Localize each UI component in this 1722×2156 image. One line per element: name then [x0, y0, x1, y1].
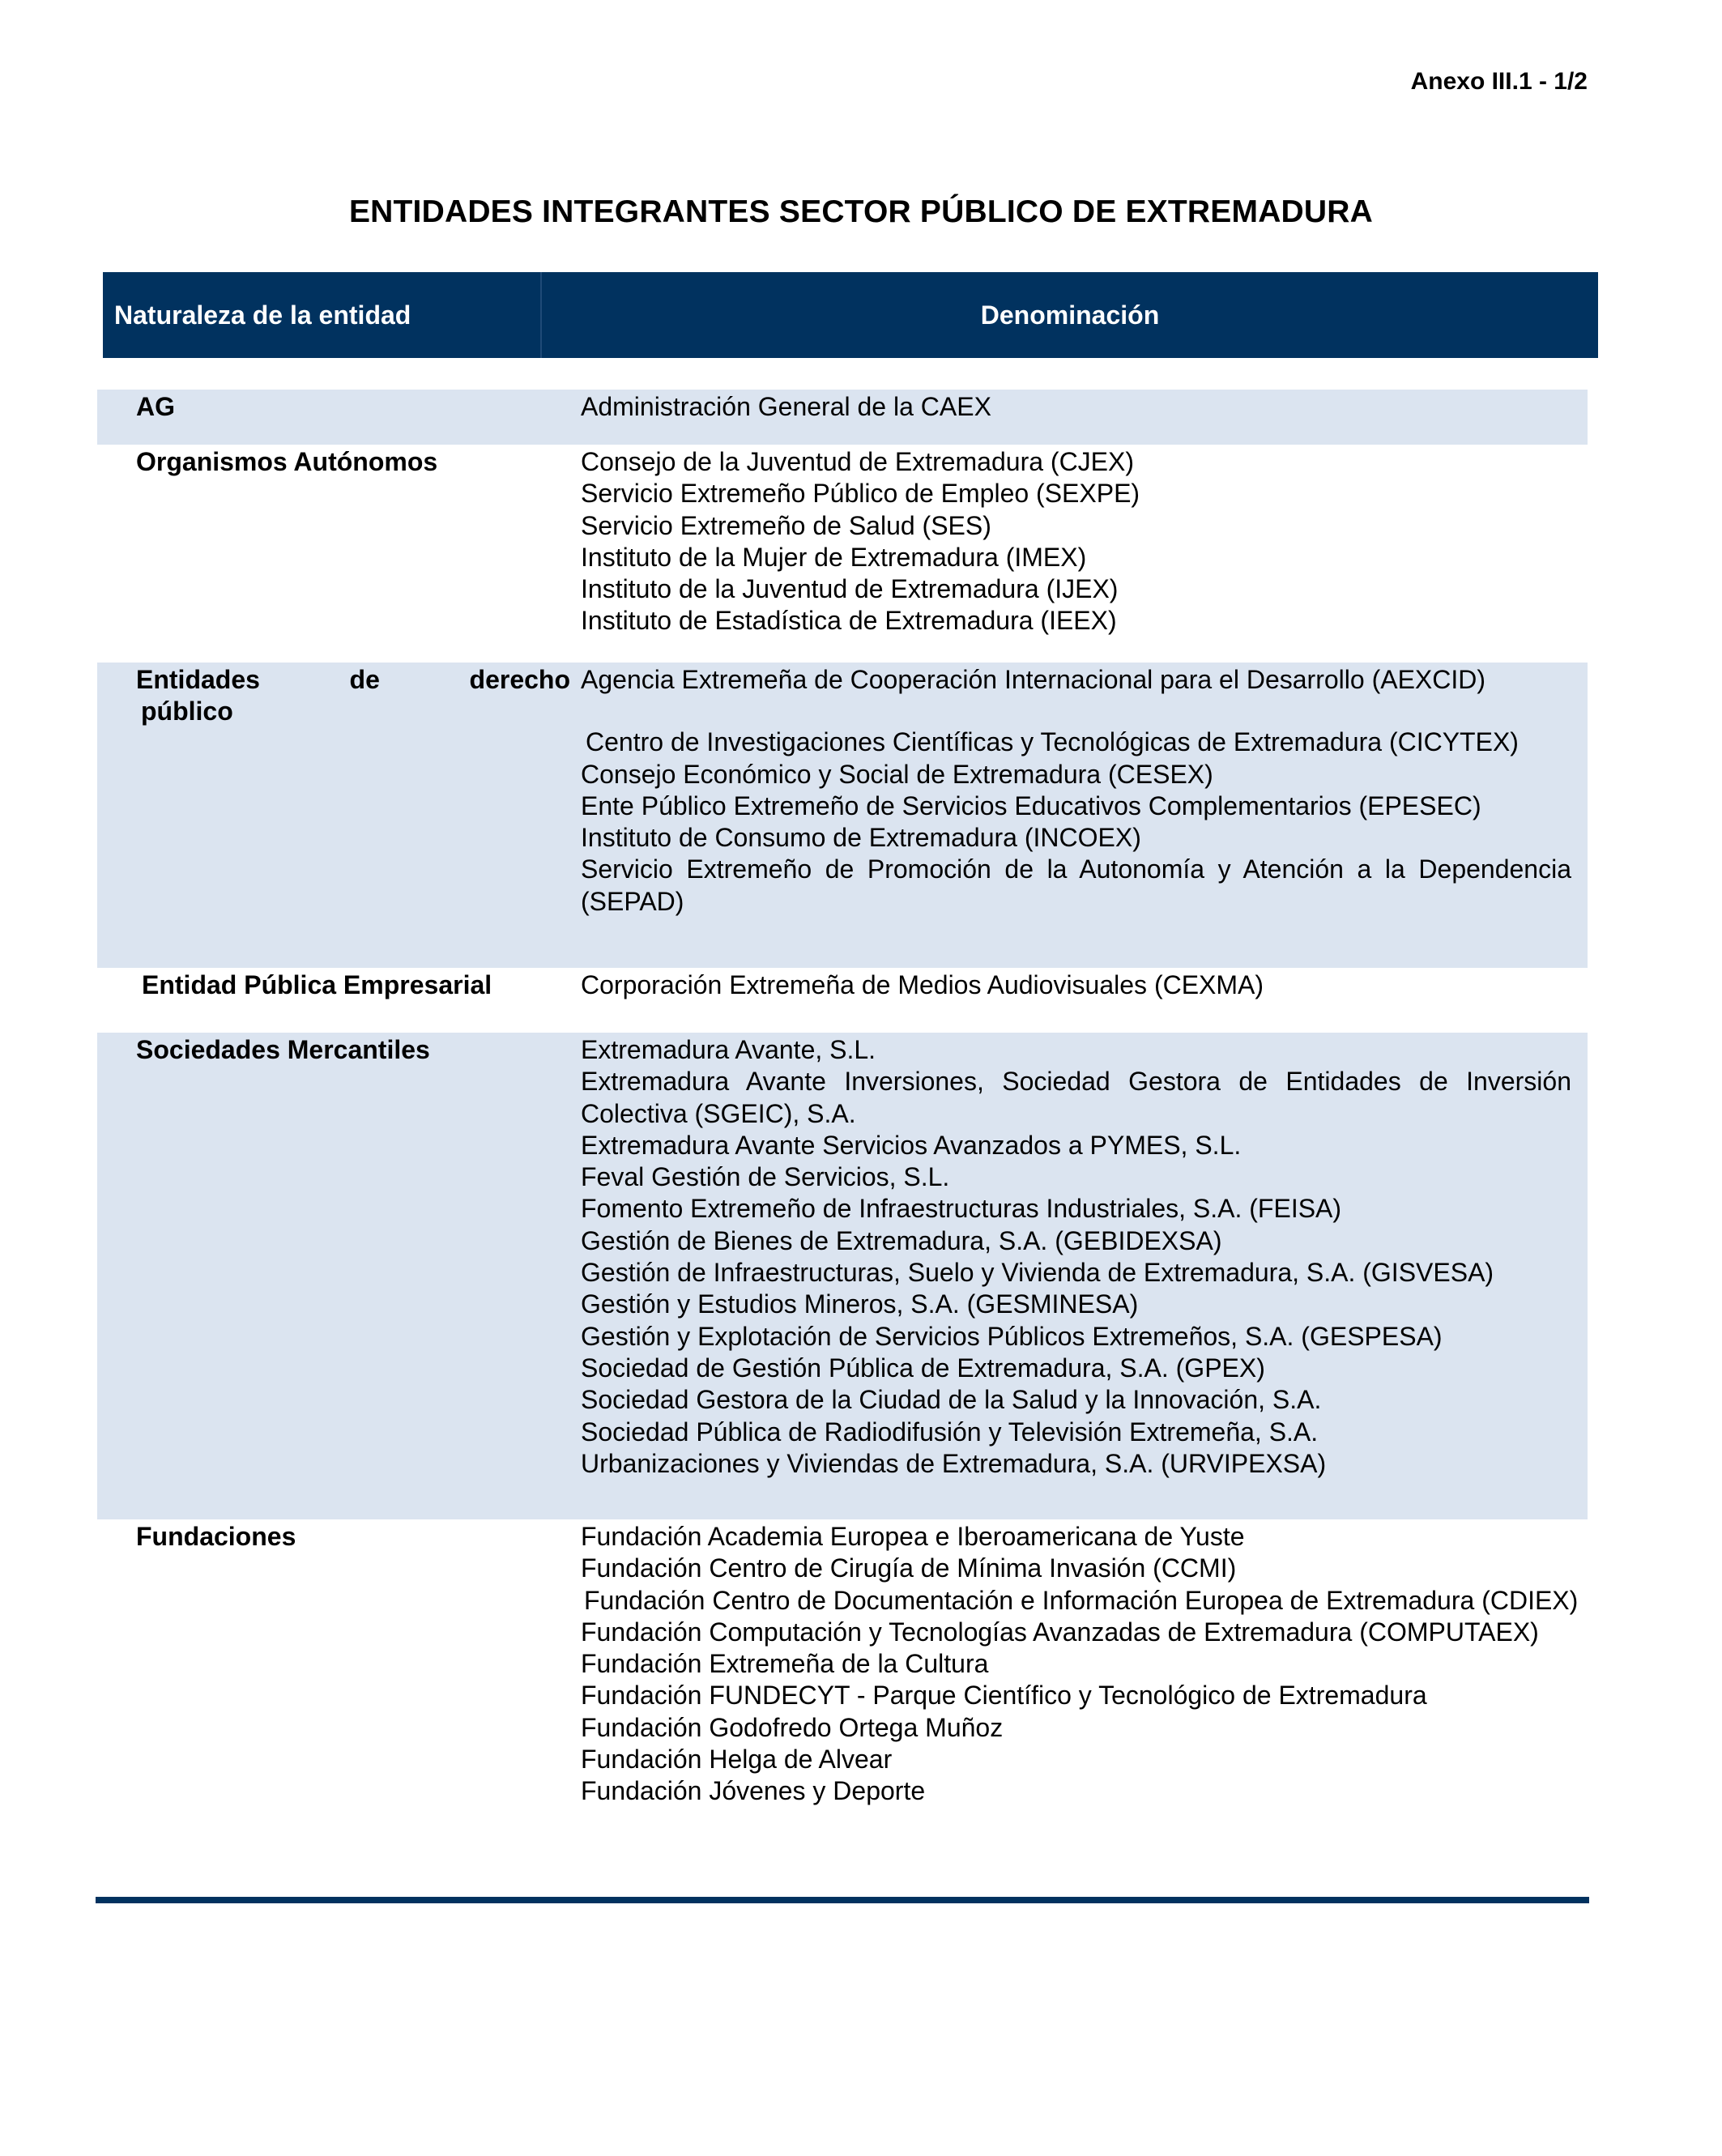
list-item: Consejo de la Juventud de Extremadura (CJEX) — [581, 447, 1135, 476]
list-item: Administración General de la CAEX — [581, 392, 991, 421]
section-ag — [97, 390, 1588, 445]
section-fundaciones — [97, 1519, 1588, 1876]
list-item: Gestión de Bienes de Extremadura, S.A. (GEBIDEXSA) — [581, 1225, 1222, 1255]
list-item: Extremadura Avante, S.L. — [581, 1035, 876, 1064]
section-items-sm — [581, 1034, 1672, 1480]
list-item: Fundación Computación y Tecnologías Avanzadas de Extremadura (COMPUTAEX) — [581, 1617, 1539, 1647]
annex-label: Anexo III.1 - 1/2 — [1410, 68, 1588, 95]
list-item: Fundación Academia Europea e Iberoamericana de Yuste — [581, 1522, 1245, 1551]
list-item: Corporación Extremeña de Medios Audiovisuales (CEXMA) — [581, 970, 1264, 999]
list-item: Sociedad Gestora de la Ciudad de la Salud y la Innovación, S.A. — [581, 1385, 1322, 1415]
page-title: ENTIDADES INTEGRANTES SECTOR PÚBLICO DE EXTREMADURA — [348, 194, 1374, 229]
column-header-type: Naturaleza de la entidad — [103, 272, 542, 358]
section-items-edp — [581, 664, 1672, 918]
list-item: Agencia Extremeña de Cooperación Internacional para el Desarrollo (AEXCID) — [581, 665, 1486, 694]
list-item: Servicio Extremeño Público de Empleo (SEXPE) — [581, 479, 1140, 509]
section-label-line2: público — [141, 697, 233, 726]
table-header — [103, 272, 1598, 358]
section-entidad-publica-empresarial — [97, 968, 1588, 1033]
list-item: Fundación Centro de Documentación e Información Europea de Extremadura (CDIEX) — [584, 1585, 1579, 1615]
section-items-epe — [581, 969, 1672, 1001]
list-item: Fundación Jóvenes y Deporte — [581, 1776, 926, 1806]
list-item: Centro de Investigaciones Científicas y Tecnológicas de Extremadura (CICYTEX) — [586, 727, 1519, 757]
column-header-name: Denominación — [980, 300, 1160, 330]
list-item: Fundación Helga de Alvear — [581, 1745, 893, 1775]
list-item: Extremadura Avante Inversiones, Sociedad Gestora de Entidades de Inversión Colectiva (SGEIC), S.A. — [581, 1067, 1571, 1128]
list-item: Gestión y Estudios Mineros, S.A. (GESMINESA) — [581, 1289, 1139, 1319]
section-label-line1: Entidades de derecho — [136, 665, 570, 694]
section-items-oa — [581, 446, 1672, 637]
list-item: Sociedad Pública de Radiodifusión y Televisión Extremeña, S.A. — [581, 1417, 1319, 1447]
list-item: Gestión de Infraestructuras, Suelo y Vivienda de Extremadura, S.A. (GISVESA) — [581, 1258, 1494, 1288]
section-items-ag — [581, 391, 1672, 423]
list-item: Servicio Extremeño de Salud (SES) — [581, 510, 991, 540]
list-item: Urbanizaciones y Viviendas de Extremadura, S.A. (URVIPEXSA) — [581, 1448, 1327, 1478]
list-item: Gestión y Explotación de Servicios Públicos Extremeños, S.A. (GESPESA) — [581, 1321, 1443, 1351]
section-label-oa: Organismos Autónomos — [136, 447, 438, 476]
list-item: Fomento Extremeño de Infraestructuras Industriales, S.A. (FEISA) — [581, 1194, 1342, 1224]
section-label-edp — [136, 664, 622, 727]
list-item: Instituto de la Juventud de Extremadura (IJEX) — [581, 574, 1119, 604]
list-item: Fundación Centro de Cirugía de Mínima Invasión (CCMI) — [581, 1553, 1237, 1583]
section-entidades-derecho-publico — [97, 663, 1588, 968]
section-label-ag: AG — [136, 392, 175, 421]
list-item: Fundación Godofredo Ortega Muñoz — [581, 1712, 1004, 1742]
list-item: Fundación Extremeña de la Cultura — [581, 1649, 989, 1679]
list-item: Sociedad de Gestión Pública de Extremadura, S.A. (GPEX) — [581, 1353, 1265, 1383]
list-item: Extremadura Avante Servicios Avanzados a PYMES, S.L. — [581, 1130, 1242, 1160]
section-label-sm: Sociedades Mercantiles — [136, 1035, 430, 1064]
section-items-fund — [581, 1521, 1672, 1808]
entity-table — [97, 390, 1588, 1876]
list-item: Servicio Extremeño de Promoción de la Autonomía y Atención a la Dependencia (SEPAD) — [581, 854, 1571, 916]
list-item: Feval Gestión de Servicios, S.L. — [581, 1162, 950, 1192]
list-item: Instituto de Estadística de Extremadura (IEEX) — [581, 606, 1117, 636]
list-item: Instituto de la Mujer de Extremadura (IMEX) — [581, 542, 1087, 572]
section-organismos-autonomos — [97, 445, 1588, 663]
list-item: Consejo Económico y Social de Extremadura (CESEX) — [581, 759, 1213, 789]
section-label-epe: Entidad Pública Empresarial — [142, 970, 492, 999]
list-item: Ente Público Extremeño de Servicios Educativos Complementarios (EPESEC) — [581, 790, 1481, 820]
section-sociedades-mercantiles — [97, 1033, 1588, 1519]
list-item: Fundación FUNDECYT - Parque Científico y Tecnológico de Extremadura — [581, 1681, 1427, 1711]
list-item: Instituto de Consumo de Extremadura (INCOEX) — [581, 823, 1141, 853]
footer-divider — [96, 1897, 1589, 1903]
section-label-fund: Fundaciones — [136, 1522, 296, 1551]
